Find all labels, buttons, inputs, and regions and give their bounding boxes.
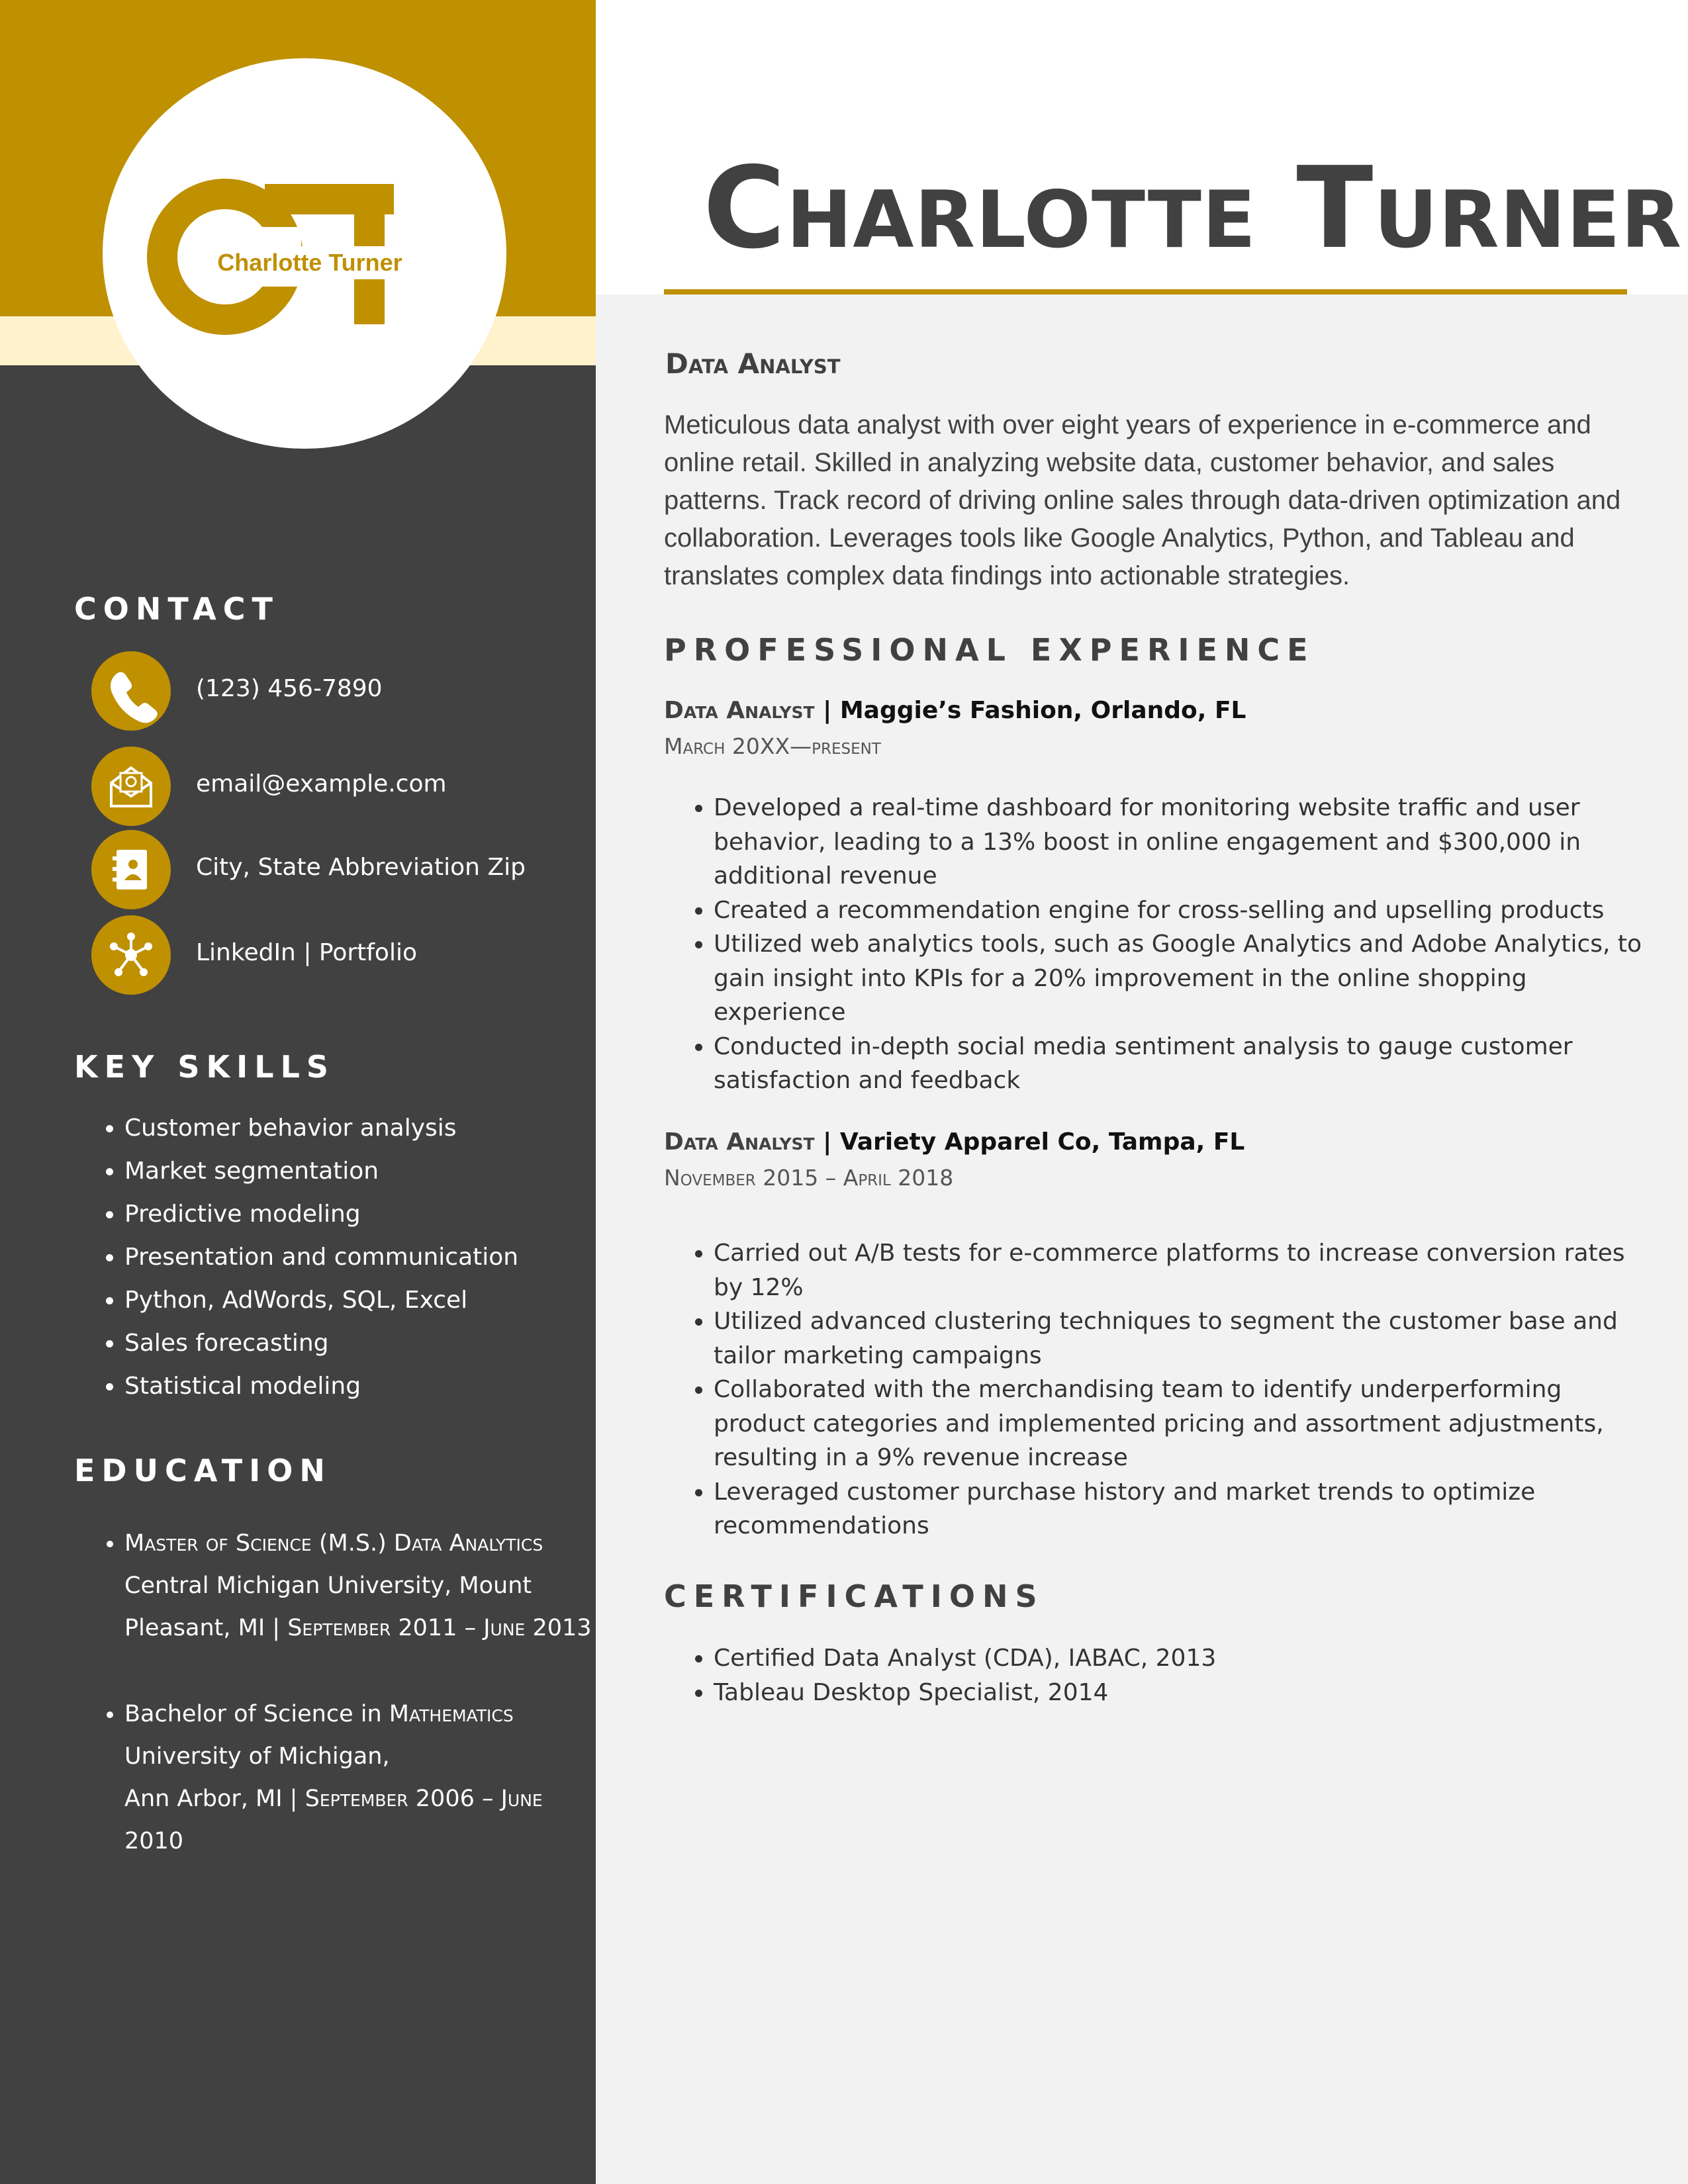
- list-item: • Presentation and communication: [124, 1236, 588, 1279]
- job-company: Maggie’s Fashion, Orlando, FL: [839, 697, 1246, 724]
- list-item: • Certified Data Analyst (CDA), IABAC, 2013: [714, 1641, 1660, 1676]
- list-item: • Collaborated with the merchandising team to identify underperforming product categories and implemented pricing and assortment adjustments, resulting in a 9% revenue increase: [714, 1373, 1660, 1475]
- list-item: • Leveraged customer purchase history and market trends to optimize recommendations: [714, 1475, 1660, 1543]
- list-item: • Created a recommendation engine for cross-selling and upselling products: [714, 893, 1660, 928]
- list-item: • Carried out A/B tests for e-commerce platforms to increase conversion rates by 12%: [714, 1236, 1660, 1304]
- job-heading: [664, 1128, 1244, 1156]
- job-title-heading: Data Analyst: [665, 347, 841, 380]
- job-dates: November 2015 – April 2018: [664, 1165, 954, 1191]
- contact-links: [91, 915, 581, 995]
- list-item: • Customer behavior analysis: [124, 1107, 588, 1150]
- contact-heading: CONTACT: [74, 591, 279, 627]
- degree: Master of Science (M.S.) Data Analytics: [124, 1530, 543, 1557]
- email-icon: [91, 747, 171, 826]
- list-item: • Statistical modeling: [124, 1365, 588, 1408]
- list-item: • Utilized advanced clustering techniques to segment the customer base and tailor marketing campaigns: [714, 1304, 1660, 1373]
- phone-icon: [91, 651, 171, 731]
- job-role: Data Analyst: [664, 697, 815, 724]
- degree-prefix: Bachelor of Science in: [124, 1701, 389, 1727]
- job-bullets: [688, 1236, 1660, 1543]
- education-item: [124, 1522, 601, 1649]
- job-separator: |: [814, 697, 840, 724]
- contact-phone: [91, 651, 581, 731]
- list-item: • Conducted in-depth social media sentiment analysis to gauge customer satisfaction and feedback: [714, 1030, 1660, 1098]
- education-item: [124, 1693, 601, 1862]
- sidebar: [0, 0, 596, 2184]
- contact-email: [91, 747, 581, 826]
- dates: September 2006 – June 2010: [124, 1786, 543, 1854]
- address-text: City, State Abbreviation Zip: [196, 854, 526, 881]
- list-item: • Sales forecasting: [124, 1322, 588, 1365]
- links-text[interactable]: LinkedIn | Portfolio: [196, 939, 417, 966]
- address-icon: [91, 830, 171, 909]
- list-item: • Tableau Desktop Specialist, 2014: [714, 1676, 1660, 1710]
- logo-name: Charlotte Turner: [197, 246, 422, 279]
- job-role: Data Analyst: [664, 1128, 815, 1156]
- job-dates: March 20XX—present: [664, 733, 881, 759]
- job-separator: |: [814, 1128, 840, 1156]
- job-company: Variety Apparel Co, Tampa, FL: [839, 1128, 1245, 1156]
- job-heading: [664, 697, 1246, 724]
- skills-list: [99, 1107, 588, 1408]
- degree-field: Mathematics: [389, 1701, 514, 1727]
- location: Ann Arbor, MI |: [124, 1786, 305, 1812]
- page-title: Charlotte Turner: [703, 143, 1683, 274]
- list-item: • Utilized web analytics tools, such as Google Analytics and Adobe Analytics, to gain insight into KPIs for a 20% improvement in the online shopping experience: [714, 927, 1660, 1030]
- school: Central Michigan University, Mount Pleasant, MI |: [124, 1572, 532, 1641]
- skills-heading: KEY SKILLS: [74, 1049, 336, 1085]
- email-text[interactable]: email@example.com: [196, 770, 447, 797]
- dates: September 2011 – June 2013: [287, 1615, 592, 1641]
- logo: [103, 58, 506, 449]
- certifications-heading: CERTIFICATIONS: [664, 1578, 1045, 1614]
- list-item: • Predictive modeling: [124, 1193, 588, 1236]
- education-list: [99, 1522, 601, 1906]
- school: University of Michigan,: [124, 1743, 390, 1770]
- title-divider: [664, 289, 1627, 295]
- list-item: • Developed a real-time dashboard for monitoring website traffic and user behavior, leading to a 13% boost in online engagement and $300,000 in additional revenue: [714, 791, 1660, 893]
- list-item: • Python, AdWords, SQL, Excel: [124, 1279, 588, 1322]
- network-icon: [91, 915, 171, 995]
- contact-address: [91, 830, 581, 909]
- job-bullets: [688, 791, 1660, 1098]
- certifications-list: [688, 1641, 1660, 1709]
- summary: Meticulous data analyst with over eight years of experience in e-commerce and online retail. Skilled in analyzing website data, customer behavior, and sales patterns. Track record of driving online sales through data-driven optimization and collaboration. Leverages tools like Google Analytics, Python, and Tableau and translates complex data findings into actionable strategies.: [664, 410, 1621, 590]
- phone-text[interactable]: (123) 456-7890: [196, 675, 383, 702]
- list-item: • Market segmentation: [124, 1150, 588, 1193]
- experience-heading: PROFESSIONAL EXPERIENCE: [664, 632, 1315, 668]
- education-heading: EDUCATION: [74, 1453, 332, 1488]
